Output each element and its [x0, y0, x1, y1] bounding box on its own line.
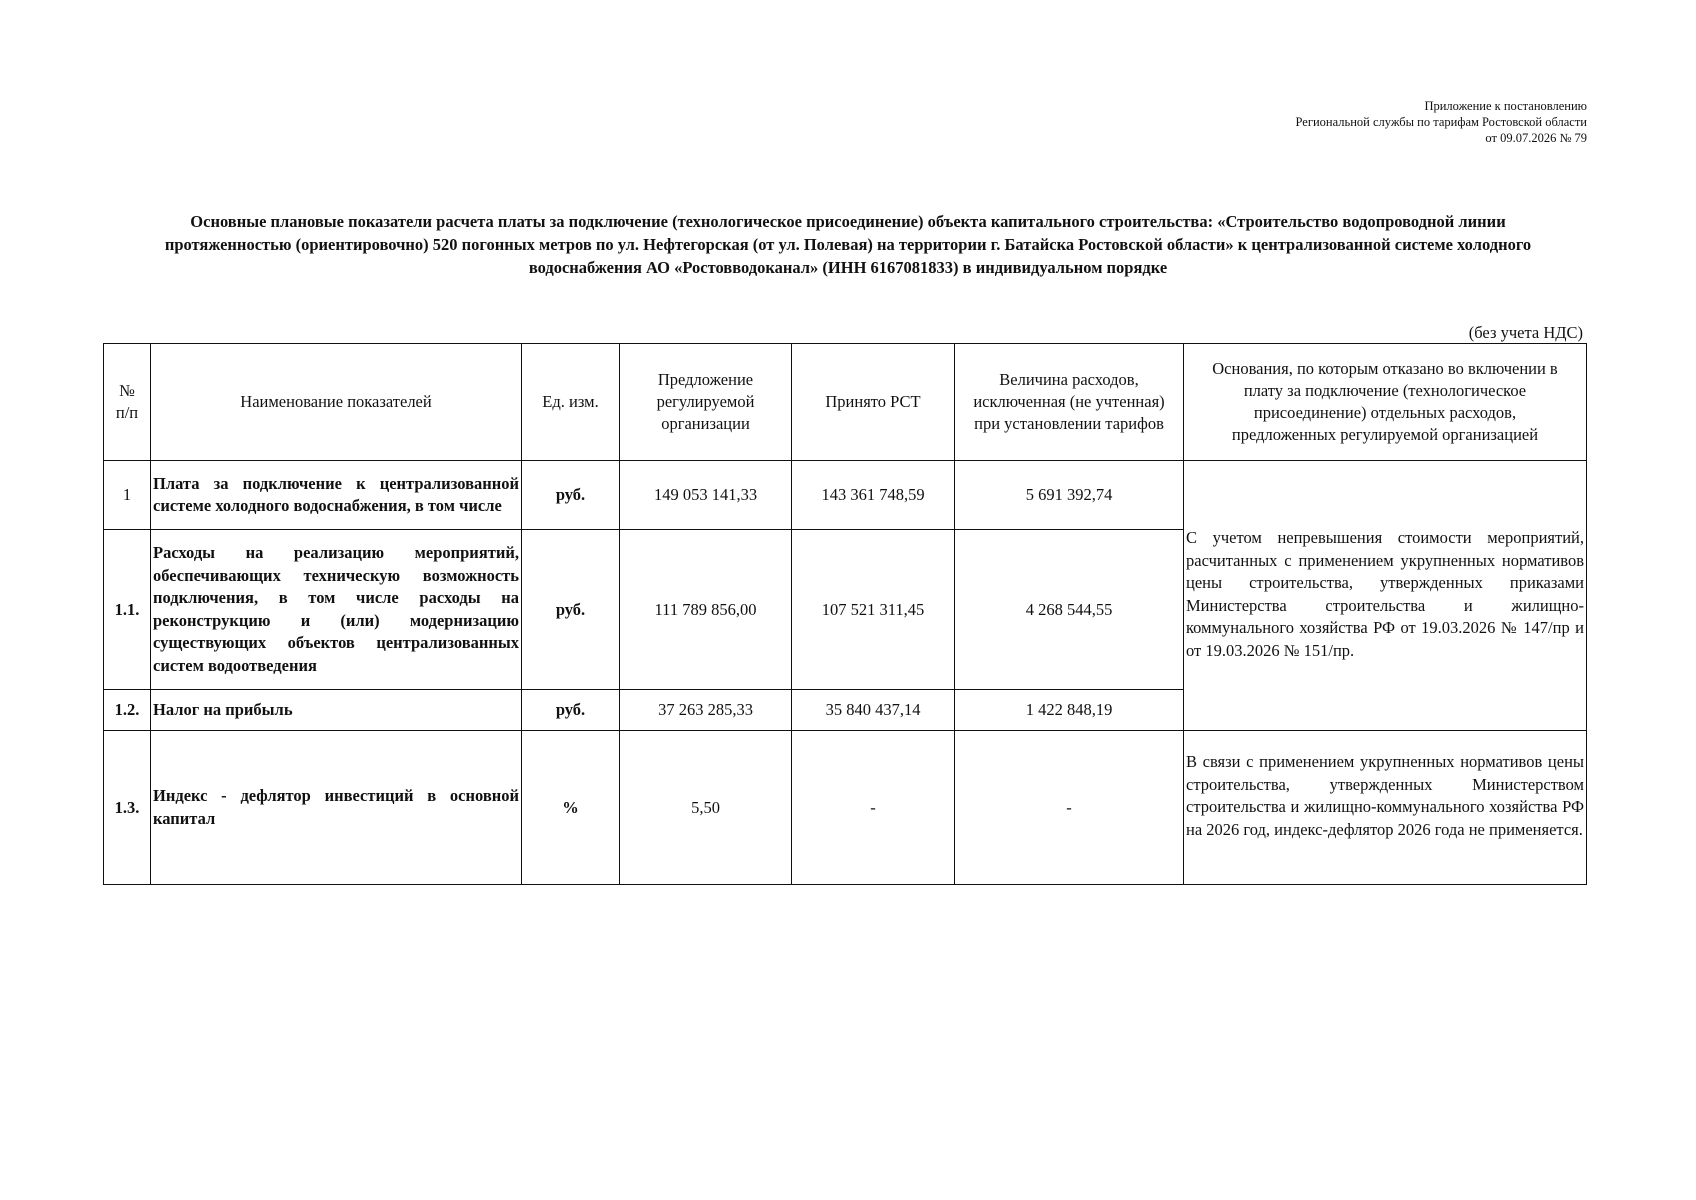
appendix-line: Приложение к постановлению	[1424, 99, 1587, 113]
document-title	[100, 210, 1596, 279]
header-proposal-line: Предложение	[657, 370, 754, 389]
title-line: протяженностью (ориентировочно) 520 погонных метров по ул. Нефтегорская (от ул. Полевая) на территории г. Батайска Ростовской области» к централизованной системе холодного	[164, 235, 1532, 254]
row-proposal: 111 789 856,00	[620, 530, 792, 690]
header-excluded-line: Величина расходов,	[999, 370, 1139, 389]
header-accepted: Принято РСТ	[792, 344, 955, 461]
header-proposal	[620, 344, 792, 461]
row-excluded: 4 268 544,55	[955, 530, 1184, 690]
title-line: водоснабжения АО «Ростовводоканал» (ИНН 6167081833) в индивидуальном порядке	[528, 258, 1168, 277]
vat-note: (без учета НДС)	[1468, 323, 1583, 342]
header-basis-line: присоединение) отдельных расходов,	[1253, 403, 1517, 422]
row-name: Расходы на реализацию мероприятий, обеспечивающих техническую возможность подключения, в том числе расходы на реконструкцию и (или) модернизацию существующих объектов централизованных систем водоотведения	[151, 530, 522, 690]
row-accepted: 143 361 748,59	[792, 461, 955, 530]
header-basis-line: предложенных регулируемой организацией	[1231, 425, 1539, 444]
header-number	[104, 344, 151, 461]
header-proposal-line: организации	[661, 414, 750, 433]
row-accepted: 107 521 311,45	[792, 530, 955, 690]
row-excluded: -	[955, 731, 1184, 885]
row-proposal: 149 053 141,33	[620, 461, 792, 530]
row-unit: руб.	[522, 461, 620, 530]
title-line: Основные плановые показатели расчета платы за подключение (технологическое присоединение) объекта капитального строительства: «Строительство водопроводной линии	[190, 212, 1506, 231]
row-accepted: -	[792, 731, 955, 885]
row-number: 1.2.	[104, 690, 151, 731]
header-excluded	[955, 344, 1184, 461]
header-name: Наименование показателей	[151, 344, 522, 461]
row-name: Налог на прибыль	[151, 690, 522, 731]
row-number: 1.1.	[104, 530, 151, 690]
header-basis-line: плату за подключение (технологическое	[1243, 381, 1527, 400]
indicators-table	[103, 343, 1587, 885]
header-number-label: п/п	[115, 403, 139, 422]
header-basis	[1184, 344, 1587, 461]
appendix-note	[1296, 98, 1587, 146]
header-excluded-line: при установлении тарифов	[974, 414, 1164, 433]
row-unit: руб.	[522, 690, 620, 731]
row-excluded: 1 422 848,19	[955, 690, 1184, 731]
basis-text-2-content: В связи с применением укрупненных нормативов цены строительства, утвержденных Министерством строительства и жилищно-коммунального хозяйства РФ на 2026 год, индекс-дефлятор 2026 года не применяется.	[1186, 752, 1584, 839]
row-excluded: 5 691 392,74	[955, 461, 1184, 530]
table-row	[104, 731, 1587, 885]
basis-text-1	[1184, 461, 1587, 731]
appendix-line: Региональной службы по тарифам Ростовской области	[1295, 115, 1587, 129]
row-proposal: 5,50	[620, 731, 792, 885]
row-unit: %	[522, 731, 620, 885]
header-excluded-line: исключенная (не учтенная)	[973, 392, 1165, 411]
row-name: Индекс - дефлятор инвестиций в основной капитал	[151, 731, 522, 885]
basis-text-2	[1184, 731, 1587, 885]
row-name: Плата за подключение к централизованной системе холодного водоснабжения, в том числе	[151, 461, 522, 530]
header-basis-line: Основания, по которым отказано во включении в	[1212, 359, 1558, 378]
header-number-symbol: №	[119, 381, 135, 400]
appendix-line: от 09.07.2026 № 79	[1485, 131, 1587, 145]
row-accepted: 35 840 437,14	[792, 690, 955, 731]
row-proposal: 37 263 285,33	[620, 690, 792, 731]
row-unit: руб.	[522, 530, 620, 690]
table-row	[104, 461, 1587, 530]
row-number: 1	[104, 461, 151, 530]
table-header-row	[104, 344, 1587, 461]
basis-text-1-content: С учетом непревышения стоимости мероприятий, расчитанных с применением укрупненных нормативов цены строительства, утвержденных приказами Министерства строительства и жилищно-коммунального хозяйства РФ от 19.03.2026 № 147/пр и от 19.03.2026 № 151/пр.	[1186, 528, 1584, 660]
row-number: 1.3.	[104, 731, 151, 885]
header-proposal-line: регулируемой	[656, 392, 755, 411]
header-unit: Ед. изм.	[522, 344, 620, 461]
